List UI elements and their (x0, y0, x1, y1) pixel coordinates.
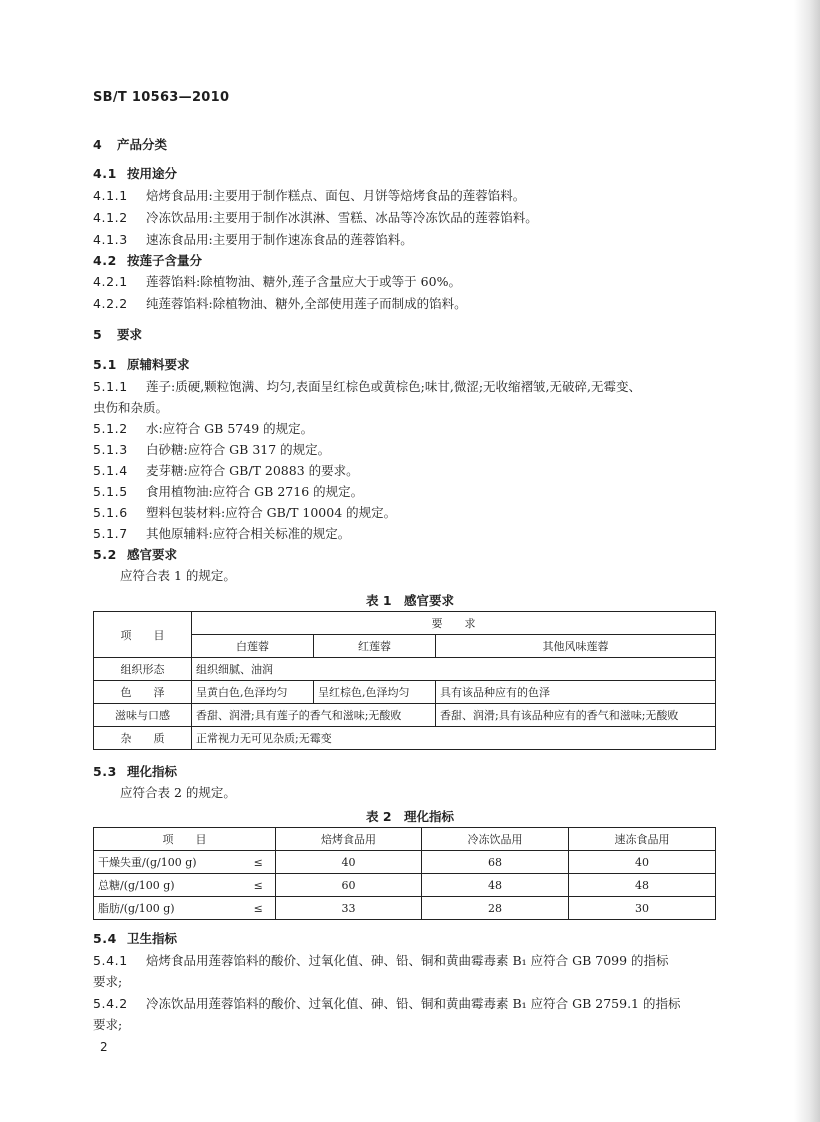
row-label: 干燥失重/(g/100 g) (94, 851, 242, 874)
table-cell: 30 (569, 897, 716, 920)
section-5-3-heading: 5.3 理化指标 (93, 764, 178, 779)
less-equal-symbol: ≤ (242, 897, 276, 920)
less-equal-symbol: ≤ (242, 851, 276, 874)
table-cell: 68 (422, 851, 569, 874)
page-number: 2 (100, 1040, 108, 1054)
table-row (94, 681, 716, 704)
table-2-col-header: 冷冻饮品用 (422, 828, 569, 851)
table-2-item-header: 项 目 (94, 828, 276, 851)
table-row (94, 658, 716, 681)
table-2-col-header: 速冻食品用 (569, 828, 716, 851)
section-5-3-text: 应符合表 2 的规定。 (120, 785, 236, 800)
sensory-requirements-table (93, 611, 716, 750)
table-1-col-header: 其他风味莲蓉 (436, 635, 716, 658)
row-label: 组织形态 (94, 658, 192, 681)
table-cell: 具有该品种应有的色泽 (436, 681, 716, 704)
table-1-col-header: 红莲蓉 (314, 635, 436, 658)
table-row (94, 727, 716, 750)
standard-number-header: SB/T 10563—2010 (93, 90, 230, 105)
table-cell: 组织细腻、油润 (192, 658, 716, 681)
clause-5-1-5: 5.1.5 食用植物油:应符合 GB 2716 的规定。 (93, 484, 364, 499)
row-label: 色 泽 (94, 681, 192, 704)
table-cell: 呈红棕色,色泽均匀 (314, 681, 436, 704)
table-1-caption: 表 1 感官要求 (365, 593, 455, 608)
table-cell: 48 (569, 874, 716, 897)
physicochemical-table (93, 827, 716, 920)
table-1-requirement-header: 要 求 (192, 612, 716, 635)
section-5-4-heading: 5.4 卫生指标 (93, 931, 178, 946)
clause-5-1-7: 5.1.7 其他原辅料:应符合相关标准的规定。 (93, 526, 351, 541)
clause-5-4-2: 5.4.2 冷冻饮品用莲蓉馅料的酸价、过氧化值、砷、铅、铜和黄曲霉毒素 B₁ 应符合 GB 2759.1 的指标 (93, 996, 681, 1011)
table-cell: 香甜、润滑;具有莲子的香气和滋味;无酸败 (192, 704, 436, 727)
table-cell: 60 (276, 874, 422, 897)
section-4-2-heading: 4.2 按莲子含量分 (93, 253, 203, 268)
section-4-1-heading: 4.1 按用途分 (93, 166, 178, 181)
clause-4-2-2: 4.2.2 纯莲蓉馅料:除植物油、糖外,全部使用莲子而制成的馅料。 (93, 296, 467, 311)
row-label: 滋味与口感 (94, 704, 192, 727)
row-label: 总糖/(g/100 g) (94, 874, 242, 897)
clause-5-4-1-continued: 要求; (93, 974, 123, 989)
table-cell: 正常视力无可见杂质;无霉变 (192, 727, 716, 750)
section-5-heading: 5 要求 (93, 327, 143, 342)
table-cell: 33 (276, 897, 422, 920)
section-5-2-text: 应符合表 1 的规定。 (120, 568, 236, 583)
clause-5-1-1: 5.1.1 莲子:质硬,颗粒饱满、均匀,表面呈红棕色或黄棕色;味甘,微涩;无收缩褶皱,无破碎,无霉变、 (93, 379, 642, 394)
section-4-heading: 4 产品分类 (93, 137, 168, 152)
clause-4-2-1: 4.2.1 莲蓉馅料:除植物油、糖外,莲子含量应大于或等于 60%。 (93, 274, 461, 289)
table-cell: 40 (276, 851, 422, 874)
clause-5-4-1: 5.4.1 焙烤食品用莲蓉馅料的酸价、过氧化值、砷、铅、铜和黄曲霉毒素 B₁ 应符合 GB 7099 的指标 (93, 953, 669, 968)
table-cell: 40 (569, 851, 716, 874)
table-cell: 28 (422, 897, 569, 920)
clause-5-1-6: 5.1.6 塑料包装材料:应符合 GB/T 10004 的规定。 (93, 505, 397, 520)
clause-5-1-2: 5.1.2 水:应符合 GB 5749 的规定。 (93, 421, 314, 436)
table-row (94, 851, 716, 874)
table-row (94, 704, 716, 727)
table-row (94, 897, 716, 920)
table-2-caption: 表 2 理化指标 (365, 809, 455, 824)
section-5-2-heading: 5.2 感官要求 (93, 547, 178, 562)
table-cell: 香甜、润滑;具有该品种应有的香气和滋味;无酸败 (436, 704, 716, 727)
clause-4-1-1: 4.1.1 焙烤食品用:主要用于制作糕点、面包、月饼等焙烤食品的莲蓉馅料。 (93, 188, 526, 203)
table-cell: 48 (422, 874, 569, 897)
clause-4-1-3: 4.1.3 速冻食品用:主要用于制作速冻食品的莲蓉馅料。 (93, 232, 413, 247)
table-cell: 呈黄白色,色泽均匀 (192, 681, 314, 704)
row-label: 脂肪/(g/100 g) (94, 897, 242, 920)
clause-5-1-1-continued: 虫伤和杂质。 (93, 400, 169, 415)
less-equal-symbol: ≤ (242, 874, 276, 897)
table-1-item-header: 项 目 (94, 612, 192, 658)
page-edge-shadow (794, 0, 820, 1122)
table-2-col-header: 焙烤食品用 (276, 828, 422, 851)
section-5-1-heading: 5.1 原辅料要求 (93, 357, 190, 372)
table-row (94, 874, 716, 897)
row-label: 杂 质 (94, 727, 192, 750)
clause-5-1-4: 5.1.4 麦芽糖:应符合 GB/T 20883 的要求。 (93, 463, 359, 478)
table-1-col-header: 白莲蓉 (192, 635, 314, 658)
clause-5-4-2-continued: 要求; (93, 1017, 123, 1032)
clause-4-1-2: 4.1.2 冷冻饮品用:主要用于制作冰淇淋、雪糕、冰品等冷冻饮品的莲蓉馅料。 (93, 210, 538, 225)
clause-5-1-3: 5.1.3 白砂糖:应符合 GB 317 的规定。 (93, 442, 331, 457)
